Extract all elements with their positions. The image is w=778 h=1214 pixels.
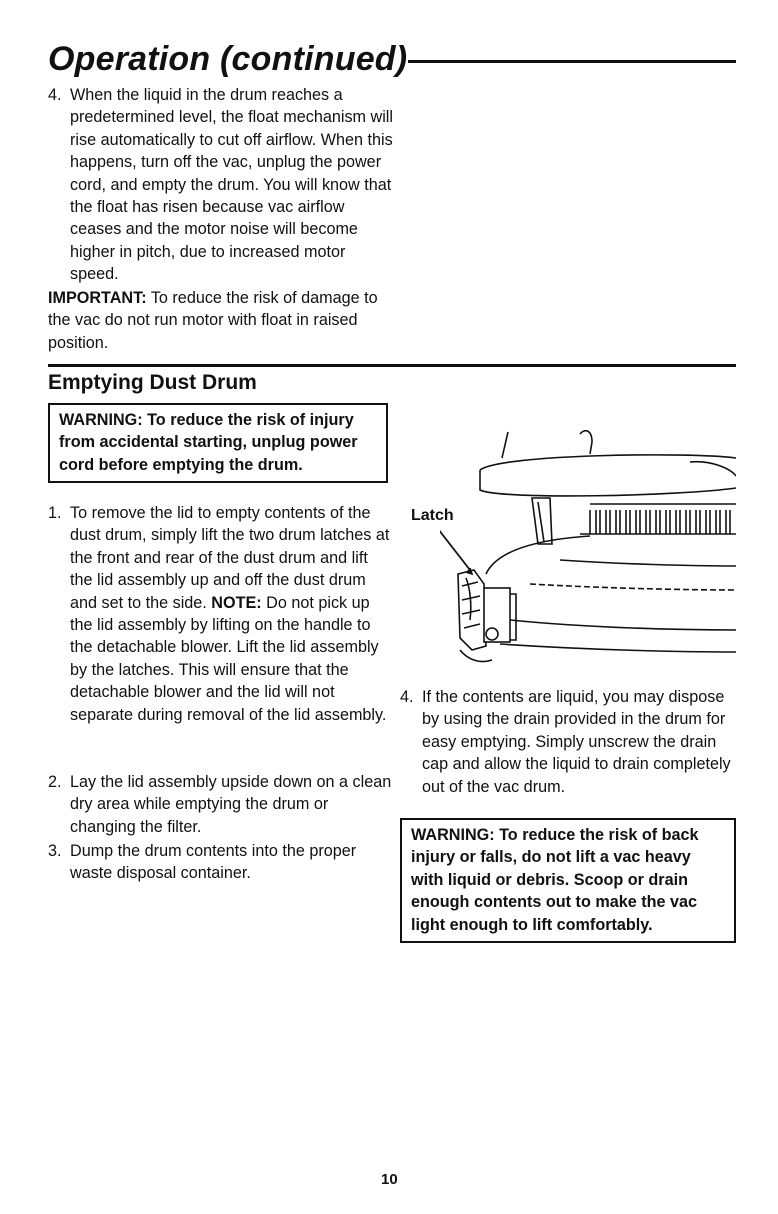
title-rule <box>408 60 736 63</box>
intro-item-number: 4. <box>48 86 62 104</box>
section-rule <box>48 364 736 367</box>
page-number: 10 <box>381 1171 398 1188</box>
step-4-text: If the contents are liquid, you may dispose by using the drain provided in the drum for easy emptying. Simply unscrew the drain cap and allow the liquid to drain completely out of the vac drum. <box>422 688 731 796</box>
step-2-text: Lay the lid assembly upside down on a clean dry area while emptying the drum or changing the filter. <box>70 773 392 836</box>
step-3-text: Dump the drum contents into the proper waste disposal container. <box>70 842 357 883</box>
step-1-note-text: Do not pick up the lid assembly by lifting on the handle to the detachable blower. Lift the lid assembly by the latches. This will ensure that the detachable blower and the lid will not separate during removal of the lid assembly. <box>70 593 387 724</box>
important-label: IMPORTANT: <box>48 289 147 307</box>
intro-item-text: When the liquid in the drum reaches a predetermined level, the float mechanism will rise automatically to cut off airflow. When this happens, turn off the vac, unplug the power cord, and empty the drum. You will know that the float has risen because vac airflow ceases and the motor noise will become higher in pitch, due to increased motor speed. <box>70 86 393 284</box>
warning-top-text: WARNING: To reduce the risk of injury from accidental starting, unplug power cord before emptying the drum. <box>59 411 358 474</box>
step-1-note-label: NOTE: <box>211 593 262 612</box>
vent-ribs <box>580 504 736 534</box>
warning-bottom-text: WARNING: To reduce the risk of back injury or falls, do not lift a vac heavy with liquid or debris. Scoop or drain enough contents out to make the vac light enough to lift comfortably. <box>411 826 699 934</box>
step-item-2 <box>48 771 394 838</box>
step-item-1 <box>48 502 394 726</box>
important-text: To reduce the risk of damage to the vac do not run motor with float in raised position. <box>48 289 378 352</box>
warning-box-bottom <box>400 818 736 943</box>
lid-dome <box>480 431 736 496</box>
latch-body <box>458 570 516 650</box>
latch-label: Latch <box>411 507 454 524</box>
step-1-number: 1. <box>48 504 62 522</box>
step-3-number: 3. <box>48 842 62 860</box>
lid-rim <box>486 536 736 652</box>
step-1-text: To remove the lid to empty contents of the dust drum, simply lift the two drum latches at the front and rear of the dust drum and lift the lid assembly up and off the dust drum and set to the side. <box>70 504 390 612</box>
section-heading: Emptying Dust Drum <box>48 371 257 394</box>
lid-handle <box>532 498 552 544</box>
step-4-number: 4. <box>400 688 414 706</box>
step-item-3 <box>48 840 394 885</box>
intro-list-item <box>48 84 394 286</box>
important-note <box>48 287 394 354</box>
step-2-number: 2. <box>48 773 62 791</box>
drum-lid-latch-illustration <box>440 424 736 674</box>
page-title: Operation (continued) <box>48 40 408 78</box>
step-item-4 <box>400 686 736 798</box>
step-1-content <box>70 502 394 726</box>
warning-box-top <box>48 403 388 483</box>
